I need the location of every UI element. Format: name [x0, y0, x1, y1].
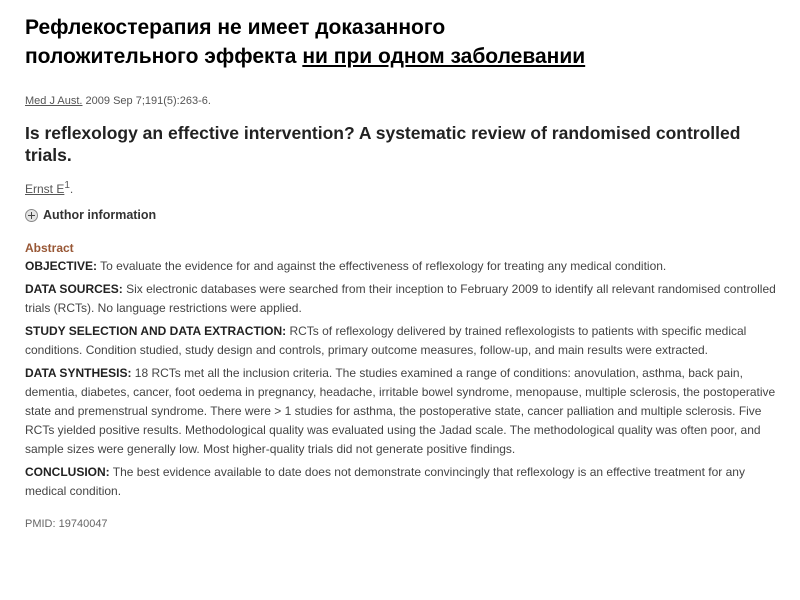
article-title: Is reflexology an effective intervention? A systematic review of randomised controlled trials.	[25, 123, 741, 165]
abstract-heading: Abstract	[25, 241, 74, 255]
abstract-section-text: 18 RCTs met all the inclusion criteria. The studies examined a range of conditions: anovulation, asthma, back pain, dementia, diabetes, cancer, foot oedema in pregnancy, headache, irritable bowel syndrome, menopause, multiple sclerosis, the postoperative state and premenstrual syndrome. There were > 1 studies for asthma, the postoperative state, cancer palliation and multiple sclerosis. Five RCTs yielded positive results. Methodological quality was evaluated using the Jadad scale. The methodological quality was often poor, and sample sizes were generally low. Most higher-quality trials did not generate positive findings.	[25, 366, 776, 456]
slide-title-line-1: Рефлекостерапия не имеет доказанного	[25, 16, 446, 39]
abstract-section-label: DATA SOURCES:	[25, 282, 123, 296]
author-suffix: .	[69, 182, 74, 196]
slide-title	[25, 13, 785, 71]
abstract-data-synthesis	[25, 364, 777, 459]
plus-circle-icon[interactable]	[25, 209, 38, 222]
abstract-conclusion	[25, 463, 777, 501]
author-list	[25, 179, 777, 196]
abstract-objective	[25, 257, 777, 276]
citation-details: 2009 Sep 7;191(5):263-6.	[82, 95, 211, 107]
author-information-toggle[interactable]	[25, 207, 777, 223]
abstract-section-text: RCTs of reflexology delivered by trained reflexologists to patients with specific medical conditions. Condition studied, study design and controls, primary outcome measures, follow-up, and main results were extracted.	[25, 324, 747, 357]
abstract-section-label: CONCLUSION:	[25, 465, 110, 479]
abstract-section-text: The best evidence available to date does not demonstrate convincingly that reflexology is an effective treatment for any medical condition.	[25, 465, 745, 498]
citation	[25, 94, 777, 108]
pmid: PMID: 19740047	[25, 518, 108, 530]
abstract-section-text: Six electronic databases were searched from their inception to February 2009 to identify all relevant randomised controlled trials (RCTs). No language restrictions were applied.	[25, 282, 776, 315]
abstract-section-text: To evaluate the evidence for and against the effectiveness of reflexology for treating any medical condition.	[97, 259, 667, 273]
abstract-section-label: STUDY SELECTION AND DATA EXTRACTION:	[25, 324, 287, 338]
abstract-section-label: OBJECTIVE:	[25, 259, 98, 273]
abstract-section-label: DATA SYNTHESIS:	[25, 366, 132, 380]
author-link[interactable]: Ernst E	[25, 182, 65, 196]
author-information-label[interactable]: Author information	[43, 208, 157, 222]
author-affiliation-sup: 1	[64, 180, 70, 191]
slide-title-plain: положительного эффекта	[25, 45, 303, 68]
slide-title-underlined: ни при одном заболевании	[302, 45, 586, 68]
abstract-data-sources	[25, 280, 777, 318]
abstract-study-selection	[25, 322, 777, 360]
article-screenshot	[25, 94, 777, 531]
journal-link[interactable]: Med J Aust.	[25, 95, 83, 107]
slide-title-line-2	[25, 42, 785, 71]
